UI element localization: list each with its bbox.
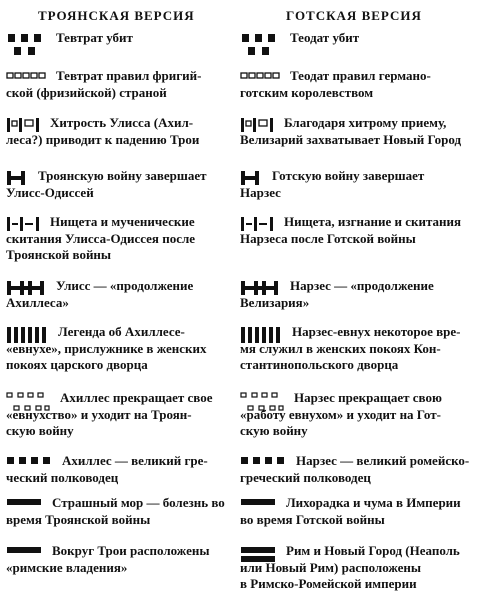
left-row-4-first-line: Троянскую войну завершает — [38, 168, 207, 183]
left-row-8-first-line: Ахиллес прекращает свое — [60, 390, 213, 405]
four-squares-icon — [240, 455, 286, 467]
double-h-icon — [6, 280, 46, 296]
bracket-dashes-icon — [240, 216, 274, 232]
right-row-8-first-line: Нарзес прекращает свою — [294, 390, 442, 405]
right-row-10-continuation: во время Готской войны — [240, 512, 385, 527]
right-row-1-first-line: Теодат убит — [290, 30, 360, 45]
right-row-6-continuation: Велизария» — [240, 295, 310, 310]
right-row-11-continuation: или Новый Рим) расположены в Римско-Ромейской империи — [240, 560, 422, 591]
bracket-squares-icon — [6, 117, 40, 133]
wide-bar-icon — [240, 497, 276, 507]
left-row-6-first-line: Улисс — «продолжение — [56, 278, 194, 293]
bracket-squares-icon — [240, 117, 274, 133]
left-row-3-continuation: леса?) приводит к падению Трои — [6, 132, 200, 147]
outline-squares-icon — [240, 70, 280, 82]
right-row-10-first-line: Лихорадка и чума в Империи — [286, 495, 461, 510]
right-row-5-first-line: Нищета, изгнание и скитания — [284, 214, 462, 229]
bracket-dashes-icon — [6, 216, 40, 232]
four-squares-icon — [6, 455, 52, 467]
right-row-8-continuation: «работу евнухом» и уходит на Гот- скую войну — [240, 407, 441, 438]
right-row-9-first-line: Нарзес — великий ромейско- — [296, 453, 470, 468]
right-row-3-first-line: Благодаря хитрому приему, — [284, 115, 447, 130]
right-row-4-first-line: Готскую войну завершает — [272, 168, 425, 183]
two-row-squares-icon — [240, 32, 280, 58]
left-row-5-first-line: Нищета и мученические — [50, 214, 195, 229]
two-row-squares-icon — [6, 32, 46, 58]
right-row-7-first-line: Нарзес-евнух некоторое вре- — [292, 324, 461, 339]
right-row-6-first-line: Нарзес — «продолжение — [290, 278, 434, 293]
right-row-5-continuation: Нарзеса после Готской войны — [240, 231, 416, 246]
left-row-11-continuation: «римские владения» — [6, 560, 128, 575]
left-row-10-first-line: Страшный мор — болезнь во — [52, 495, 225, 510]
h-bar-icon — [240, 170, 262, 186]
left-row-2-first-line: Тевтрат правил фригий- — [56, 68, 202, 83]
left-row-10-continuation: время Троянской войны — [6, 512, 151, 527]
left-row-9-first-line: Ахиллес — великий гре- — [62, 453, 208, 468]
left-row-6-continuation: Ахиллеса» — [6, 295, 69, 310]
right-row-11-first-line: Рим и Новый Город (Неаполь — [286, 543, 460, 558]
left-row-8-continuation: «евнухство» и уходит на Троян- скую войну — [6, 407, 192, 438]
h-bar-icon — [6, 170, 28, 186]
right-row-7-continuation: мя служил в женских покоях Кон- стантинопольского дворца — [240, 341, 441, 372]
wide-bar-icon — [6, 545, 42, 555]
left-row-11-first-line: Вокруг Трои расположены — [52, 543, 210, 558]
right-column-header: ГОТСКАЯ ВЕРСИЯ — [286, 8, 422, 23]
double-h-icon — [240, 280, 280, 296]
left-row-1-first-line: Тевтрат убит — [56, 30, 133, 45]
right-row-9-continuation: греческий полководец — [240, 470, 371, 485]
left-column-header: ТРОЯНСКАЯ ВЕРСИЯ — [38, 8, 195, 23]
left-row-5-continuation: скитания Улисса-Одиссея после Троянской войны — [6, 231, 196, 262]
right-row-2-first-line: Теодат правил германо- — [290, 68, 431, 83]
left-row-2-continuation: ской (фризийской) страной — [6, 85, 167, 100]
left-row-9-continuation: ческий полководец — [6, 470, 119, 485]
left-row-4-continuation: Улисс-Одиссей — [6, 185, 94, 200]
left-row-7-continuation: «евнухе», прислужнике в женских покоях царского дворца — [6, 341, 207, 372]
wide-bar-icon — [6, 497, 42, 507]
left-row-3-first-line: Хитрость Улисса (Ахил- — [50, 115, 194, 130]
right-row-2-continuation: готским королевством — [240, 85, 374, 100]
left-row-7-first-line: Легенда об Ахиллесе- — [58, 324, 185, 339]
outline-squares-icon — [6, 70, 46, 82]
right-row-3-continuation: Велизарий захватывает Новый Город — [240, 132, 462, 147]
right-row-4-continuation: Нарзес — [240, 185, 281, 200]
